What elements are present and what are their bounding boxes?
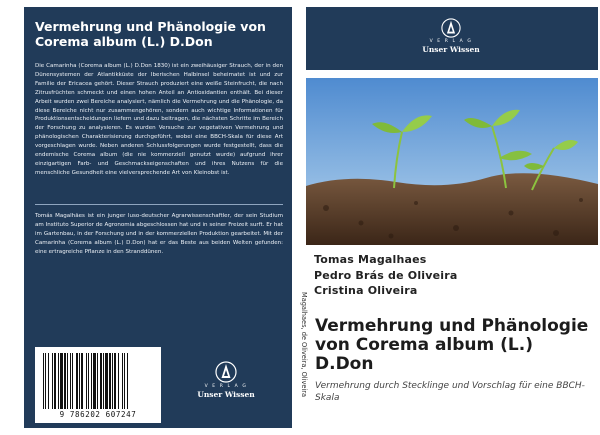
cover-photo-seedlings [306,78,598,245]
author-name: Pedro Brás de Oliveira [314,268,458,282]
isbn-barcode [35,347,161,423]
publisher-logo-front [412,18,490,54]
spine-authors: Magalhaes, de Oliveira, Oliveira [300,292,308,398]
publisher-logo-icon [441,18,461,38]
author-list [314,252,594,299]
book-title: Vermehrung und Phänologie von Corema album (L.) D.Don [315,316,589,374]
publisher-logo-back [192,361,260,399]
publisher-verlag-label: V E R L A G [204,384,248,389]
publisher-verlag-label: V E R L A G [429,39,473,44]
isbn-number: 9 786202 607247 [59,410,137,419]
publisher-logo-icon [215,361,237,383]
author-bio: Tomás Magalhães ist ein junger luso-deutscher Agrarwissenschaftler, der sein Studium am Instituto Superior de Agronomia abgeschlossen hat und in seiner Freizeit surft. Er hat im Gartenbau, in der Forschung und in der kommerziellen Produktion gearbeitet. Mit der Camarinha (Corema album (L.) D.Don) hat er das Beste aus beiden Welten gefunden: eine ertragreiche Pflanze in den Stranddünen. [35,213,283,255]
author-name: Tomas Magalhaes [314,253,427,266]
publisher-name: Unser Wissen [422,45,480,54]
barcode-icon [41,353,155,409]
back-cover-blurb: Die Camarinha (Corema album (L.) D.Don 1830) ist ein zweihäusiger Strauch, der in den Dünensystemen der Atlantikküste der Iberischen Halbinsel beheimatet ist und zur Familie der Ericacea gehört. Dieser Strauch produziert eine weiße Steinfrucht, die nach Zitrusfrüchten schmeckt und einen hohen Anteil an Antioxidantien enthält. Bei dieser Arbeit wurden zwei Bereiche analysiert, nämlich die Vermehrung und die Phänologie, da diese Bereiche nicht nur zusammengehören, sondern auch wichtige Informationen für Produktionsentscheidungen liefern und dazu beitragen, die nächsten Schritte im Bereich der Forschung zu analysieren. Es wurden Versuche zur vegetativen Vermehrung und phänologischen Charakterisierung durchgeführt, wobei eine BBCH-Skala für diese Art vorgeschlagen wurde. Neben anderen Schlussfolgerungen wurde festgestellt, dass die endemische Corema album (die nie kommerziell genutzt wurde) aufgrund ihrer einzigartigen Farb- und Geschmackseigenschaften und ihres Nutzens für die menschliche Gesundheit eine vielversprechende Art von Kleinobst ist. [35,63,283,176]
back-cover-title: Vermehrung und Phänologie von Corema album (L.) D.Don [35,19,266,49]
publisher-name: Unser Wissen [197,390,255,399]
book-subtitle: Vermehrung durch Stecklinge und Vorschlag für eine BBCH-Skala [315,381,585,403]
author-name: Cristina Oliveira [314,284,418,297]
back-cover [24,7,292,428]
divider [35,204,283,205]
